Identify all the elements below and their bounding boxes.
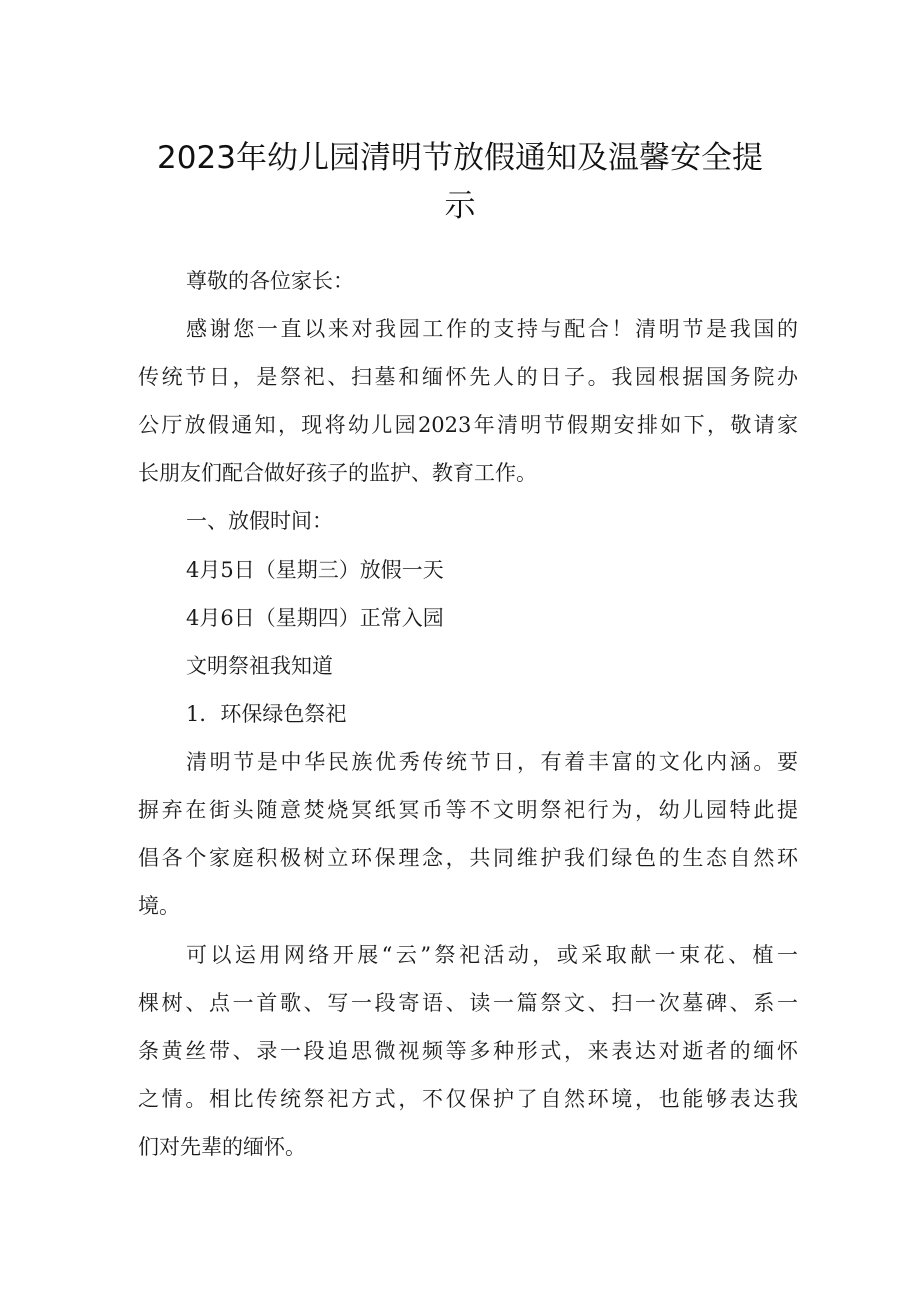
para2-line-4: 之情。相比传统祭祀方式，不仅保护了自然环境，也能够表达我	[138, 1087, 798, 1111]
document-title-line-2: 示	[444, 188, 476, 224]
section-heading-holiday-time: 一、放假时间：	[186, 509, 333, 533]
intro-line-3: 公厅放假通知，现将幼儿园2023年清明节假期安排如下，敬请家	[138, 413, 798, 437]
salutation: 尊敬的各位家长：	[186, 269, 354, 293]
schedule-line-1: 4月5日（星期三）放假一天	[186, 558, 444, 582]
para1-line-3: 倡各个家庭积极树立环保理念，共同维护我们绿色的生态自然环	[138, 846, 798, 870]
intro-line-1: 感谢您一直以来对我园工作的支持与配合！清明节是我国的	[186, 317, 798, 341]
para2-line-1: 可以运用网络开展“云”祭祀活动，或采取献一束花、植一	[186, 943, 798, 967]
item-heading-green-worship: 1．环保绿色祭祀	[186, 702, 347, 726]
para2-line-5: 们对先辈的缅怀。	[138, 1135, 306, 1159]
intro-line-4: 长朋友们配合做好孩子的监护、教育工作。	[138, 461, 537, 485]
intro-line-2: 传统节日，是祭祀、扫墓和缅怀先人的日子。我园根据国务院办	[138, 365, 798, 389]
para2-line-2: 棵树、点一首歌、写一段寄语、读一篇祭文、扫一次墓碑、系一	[138, 991, 798, 1015]
schedule-line-2: 4月6日（星期四）正常入园	[186, 606, 444, 630]
para1-line-2: 摒弃在街头随意焚烧冥纸冥币等不文明祭祀行为，幼儿园特此提	[138, 798, 798, 822]
para1-line-1: 清明节是中华民族优秀传统节日，有着丰富的文化内涵。要	[186, 750, 798, 774]
para2-line-3: 条黄丝带、录一段追思微视频等多种形式，来表达对逝者的缅怀	[138, 1039, 798, 1063]
para1-line-4: 境。	[138, 894, 180, 918]
document-title-line-1: 2023年幼儿园清明节放假通知及温馨安全提	[157, 140, 763, 176]
section-heading-civilized-worship: 文明祭祖我知道	[186, 654, 333, 678]
